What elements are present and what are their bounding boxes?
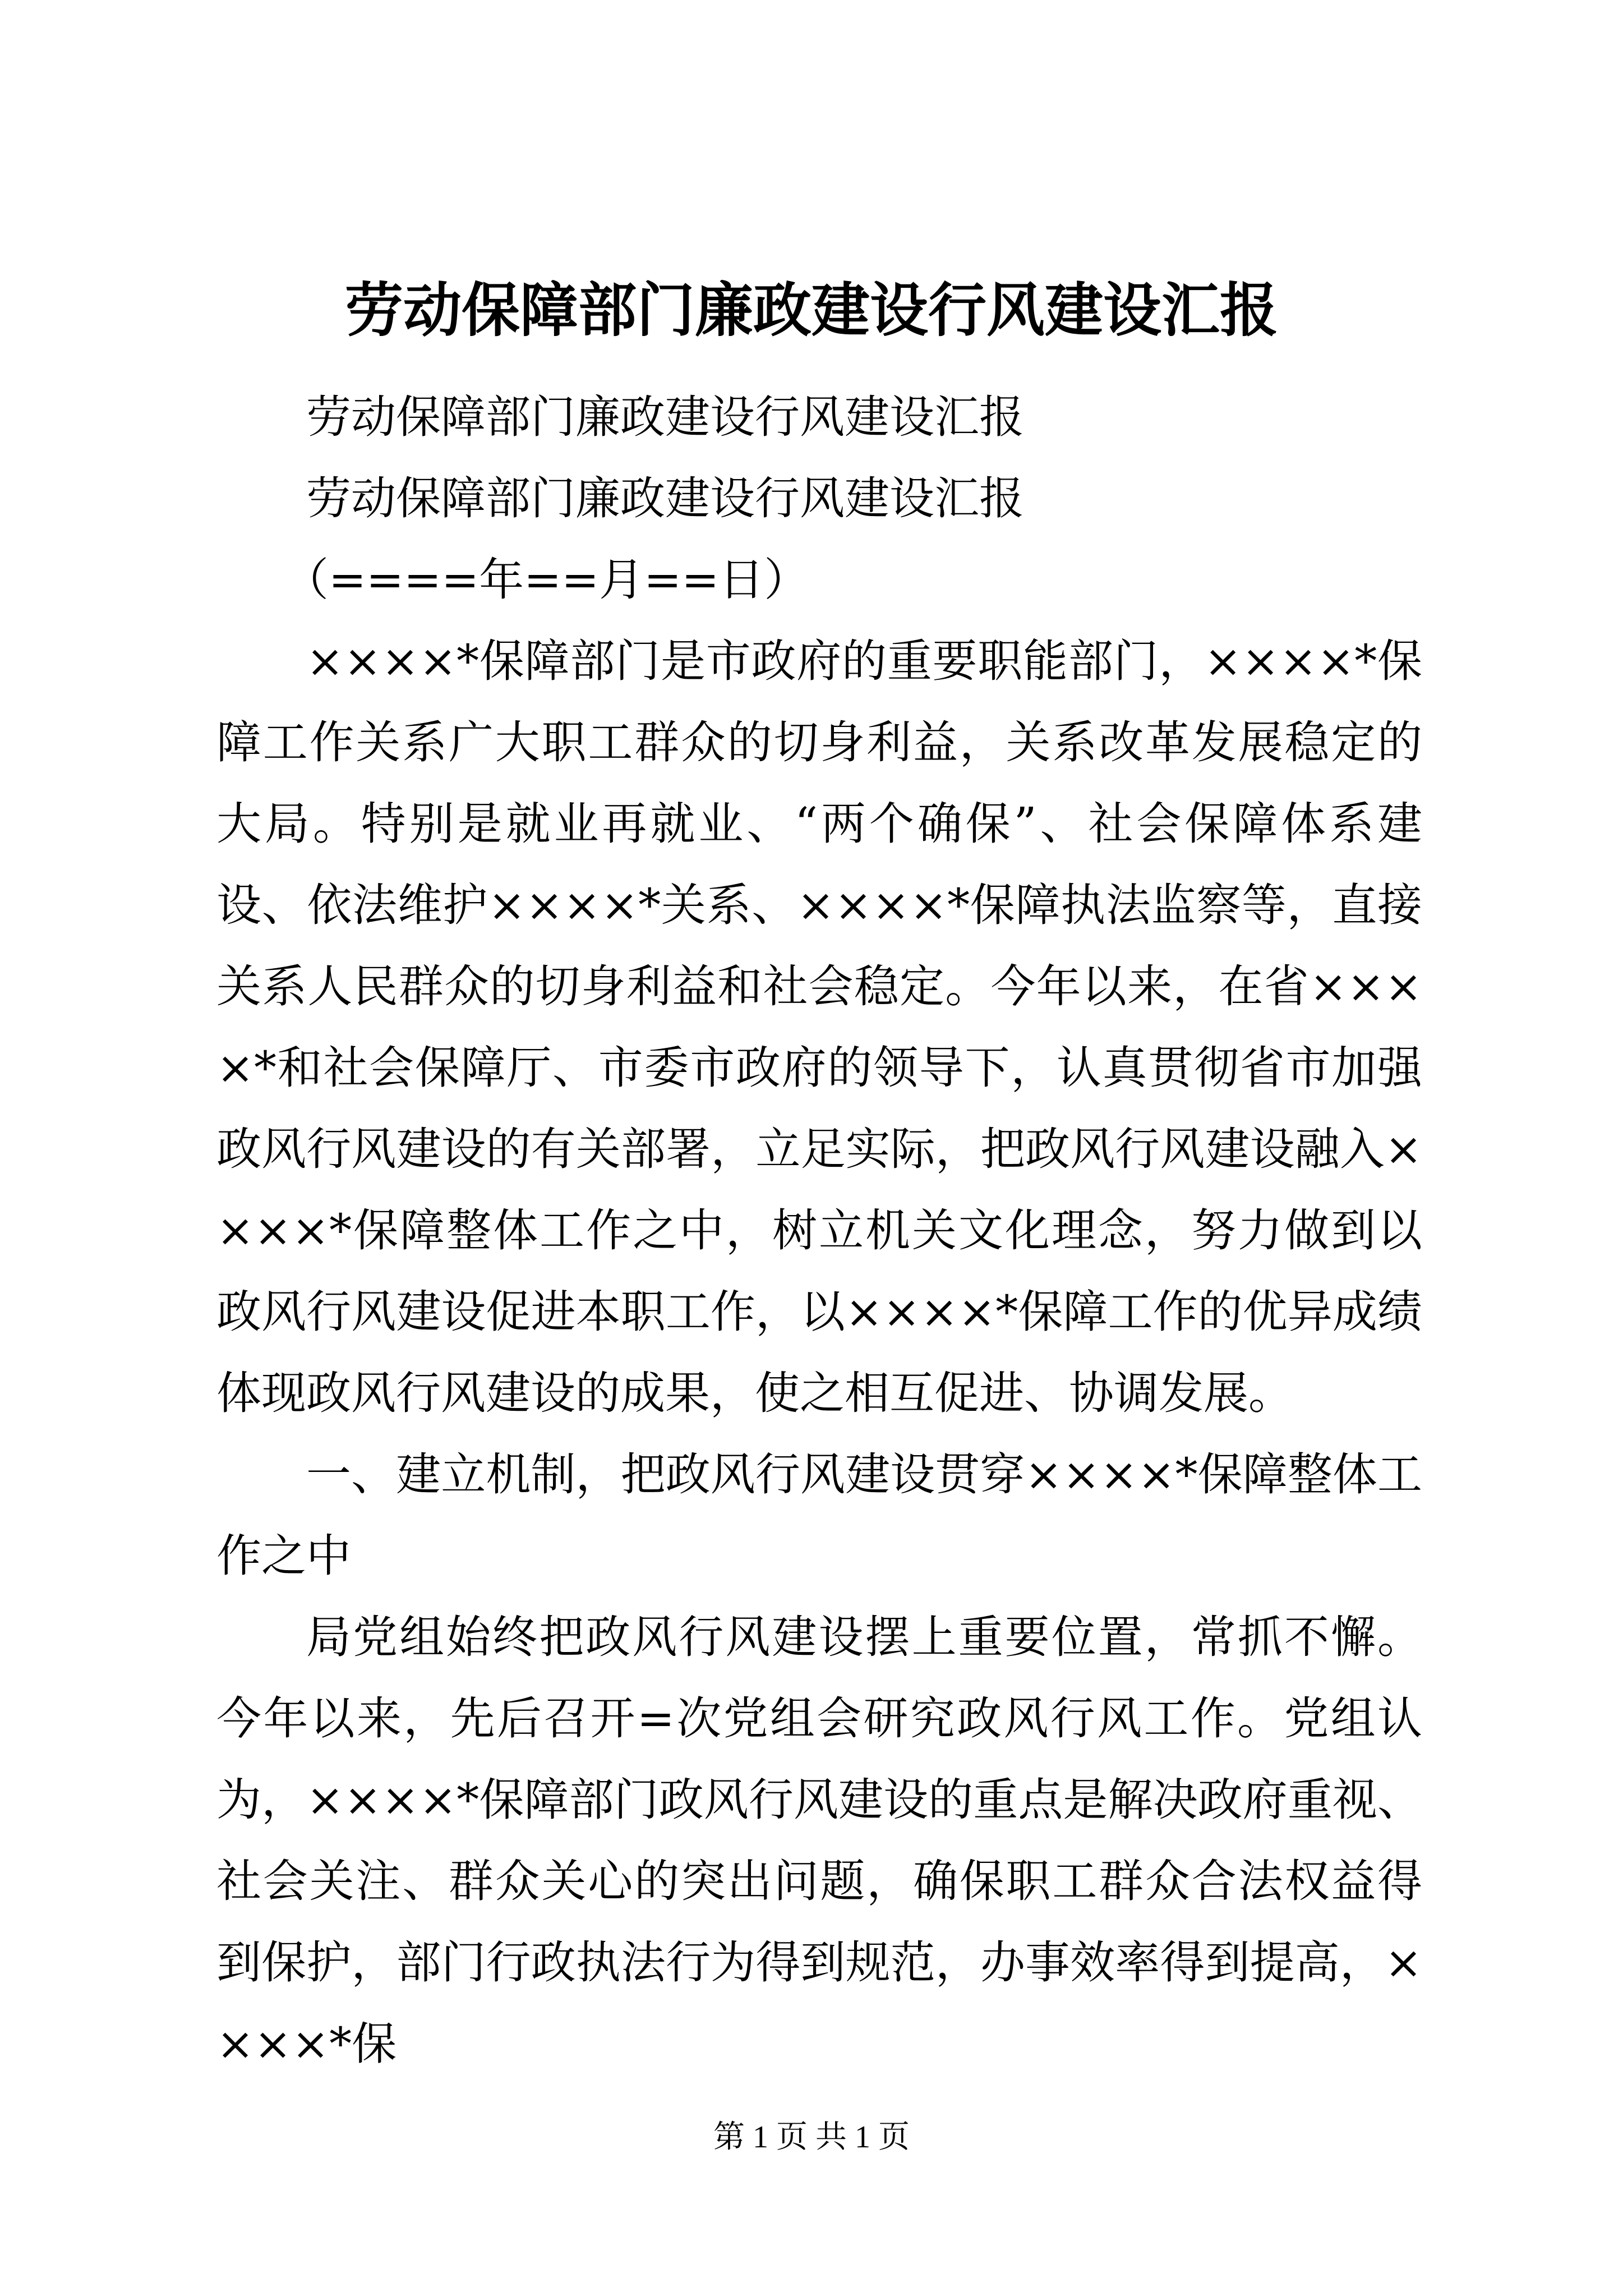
document-body — [216, 376, 1422, 2085]
paragraph-intro: ××××*保障部门是市政府的重要职能部门，××××*保障工作关系广大职工群众的切身利益，关系改革发展稳定的大局。特别是就业再就业、“两个确保”、社会保障体系建设、依法维护××××*关系、××××*保障执法监察等，直接关系人民群众的切身利益和社会稳定。今年以来，在省××××*和社会保障厅、市委市政府的领导下，认真贯彻省市加强政风行风建设的有关部署，立足实际，把政风行风建设融入××××*保障整体工作之中，树立机关文化理念，努力做到以政风行风建设促进本职工作，以××××*保障工作的优异成绩体现政风行风建设的成果，使之相互促进、协调发展。 — [216, 635, 1422, 1419]
subtitle-line-1: 劳动保障部门廉政建设行风建设汇报 — [306, 391, 1024, 443]
subtitle-line-2: 劳动保障部门廉政建设行风建设汇报 — [306, 472, 1024, 524]
date-line: （====年==月==日） — [284, 554, 809, 606]
document-title: 劳动保障部门廉政建设行风建设汇报 — [344, 275, 1278, 344]
page-footer: 第 1 页 共 1 页 — [713, 2120, 910, 2155]
paragraph-section-1: 局党组始终把政风行风建设摆上重要位置，常抓不懈。今年以来，先后召开=次党组会研究政风行风工作。党组认为，××××*保障部门政风行风建设的重点是解决政府重视、社会关注、群众关心的突出问题，确保职工群众合法权益得到保护，部门行政执法行为得到规范，办事效率得到提高，××××*保 — [216, 1611, 1422, 2070]
section-heading-1: 一、建立机制，把政风行风建设贯穿××××*保障整体工作之中 — [216, 1448, 1422, 1582]
